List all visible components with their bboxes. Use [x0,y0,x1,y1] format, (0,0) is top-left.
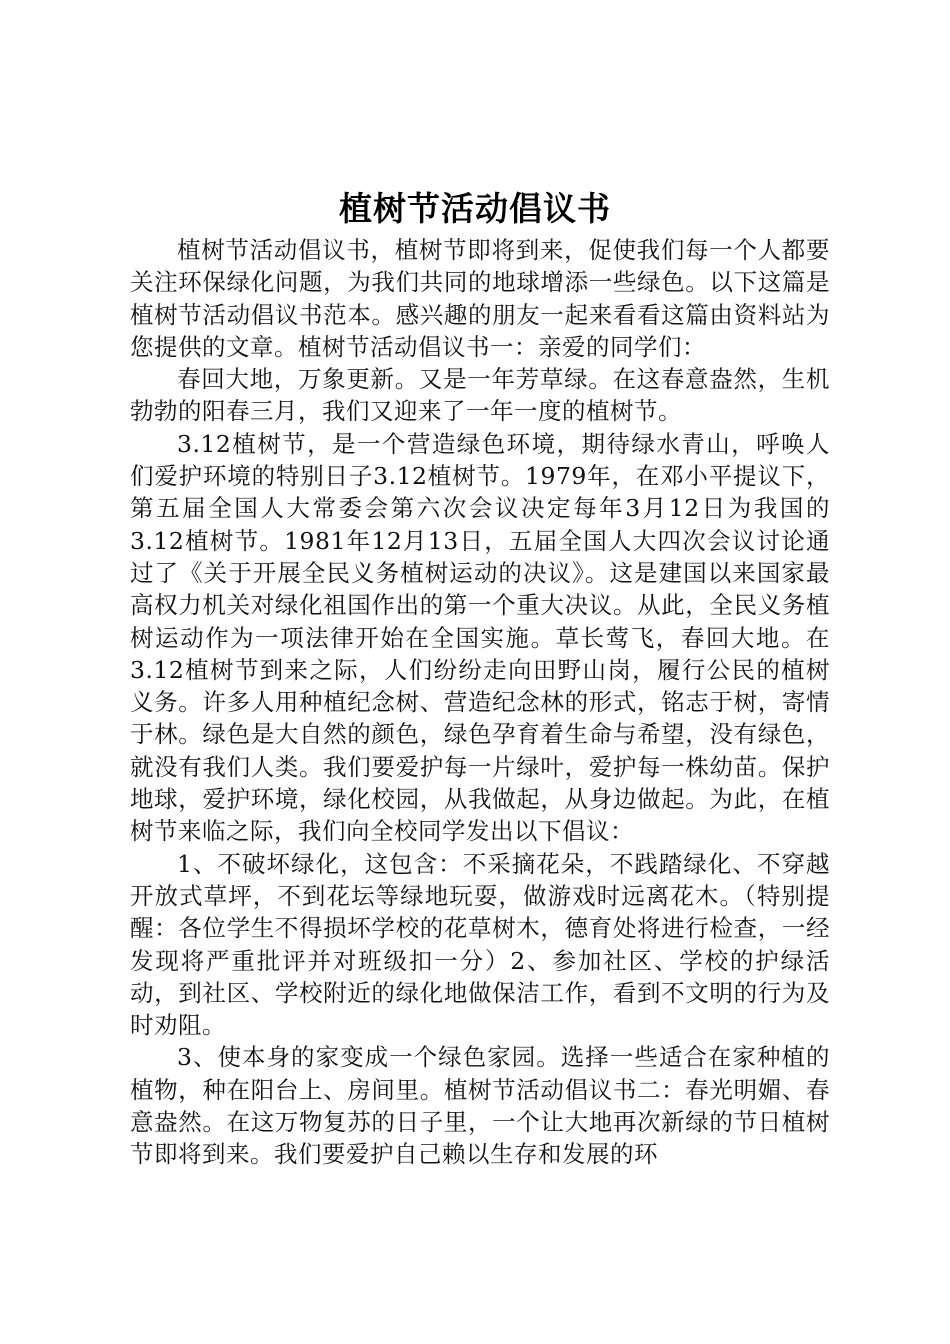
paragraph-intro: 植树节活动倡议书，植树节即将到来，促使我们每一个人都要关注环保绿化问题，为我们共同的地球增添一些绿色。以下这篇是植树节活动倡议书范本。感兴趣的朋友一起来看看这篇由资料站为您提供的文章。植树节活动倡议书一：亲爱的同学们： [130,236,830,361]
paragraph-proposal-3: 3、使本身的家变成一个绿色家园。选择一些适合在家种植的植物，种在阳台上、房间里。植树节活动倡议书二：春光明媚、春意盎然。在这万物复苏的日子里，一个让大地再次新绿的节日植树节即将到来。我们要爱护自己赖以生存和发展的环 [130,1043,830,1169]
paragraph-spring: 春回大地，万象更新。又是一年芳草绿。在这春意盎然，生机勃勃的阳春三月，我们又迎来了一年一度的植树节。 [130,365,830,426]
document-body [130,234,830,1171]
document-title: 植树节活动倡议书 [339,189,611,228]
paragraph-history: 3.12植树节，是一个营造绿色环境，期待绿水青山，呼唤人们爱护环境的特别日子3.12植树节。1979年，在邓小平提议下，第五届全国人大常委会第六次会议决定每年3月12日为我国的3.12植树节。1981年12月13日，五届全国人大四次会议讨论通过了《关于开展全民义务植树运动的决议》。这是建国以来国家最高权力机关对绿化祖国作出的第一个重大决议。从此，全民义务植树运动作为一项法律开始在全国实施。草长莺飞，春回大地。在3.12植树节到来之际，人们纷纷走向田野山岗，履行公民的植树义务。许多人用种植纪念树、营造纪念林的形式，铭志于树，寄情于林。绿色是大自然的颜色，绿色孕育着生命与希望，没有绿色，就没有我们人类。我们要爱护每一片绿叶，爱护每一株幼苗。保护地球，爱护环境，绿化校园，从我做起，从身边做起。为此，在植树节来临之际，我们向全校同学发出以下倡议： [130,429,830,846]
paragraph-proposal-1: 1、不破坏绿化，这包含：不采摘花朵，不践踏绿化、不穿越开放式草坪，不到花坛等绿地玩耍，做游戏时远离花木。（特别提醒：各位学生不得损坏学校的花草树木，德育处将进行检查，一经发现将严重批评并对班级扣一分）2、参加社区、学校的护绿活动，到社区、学校附近的绿化地做保洁工作，看到不文明的行为及时劝阻。 [130,849,830,1040]
